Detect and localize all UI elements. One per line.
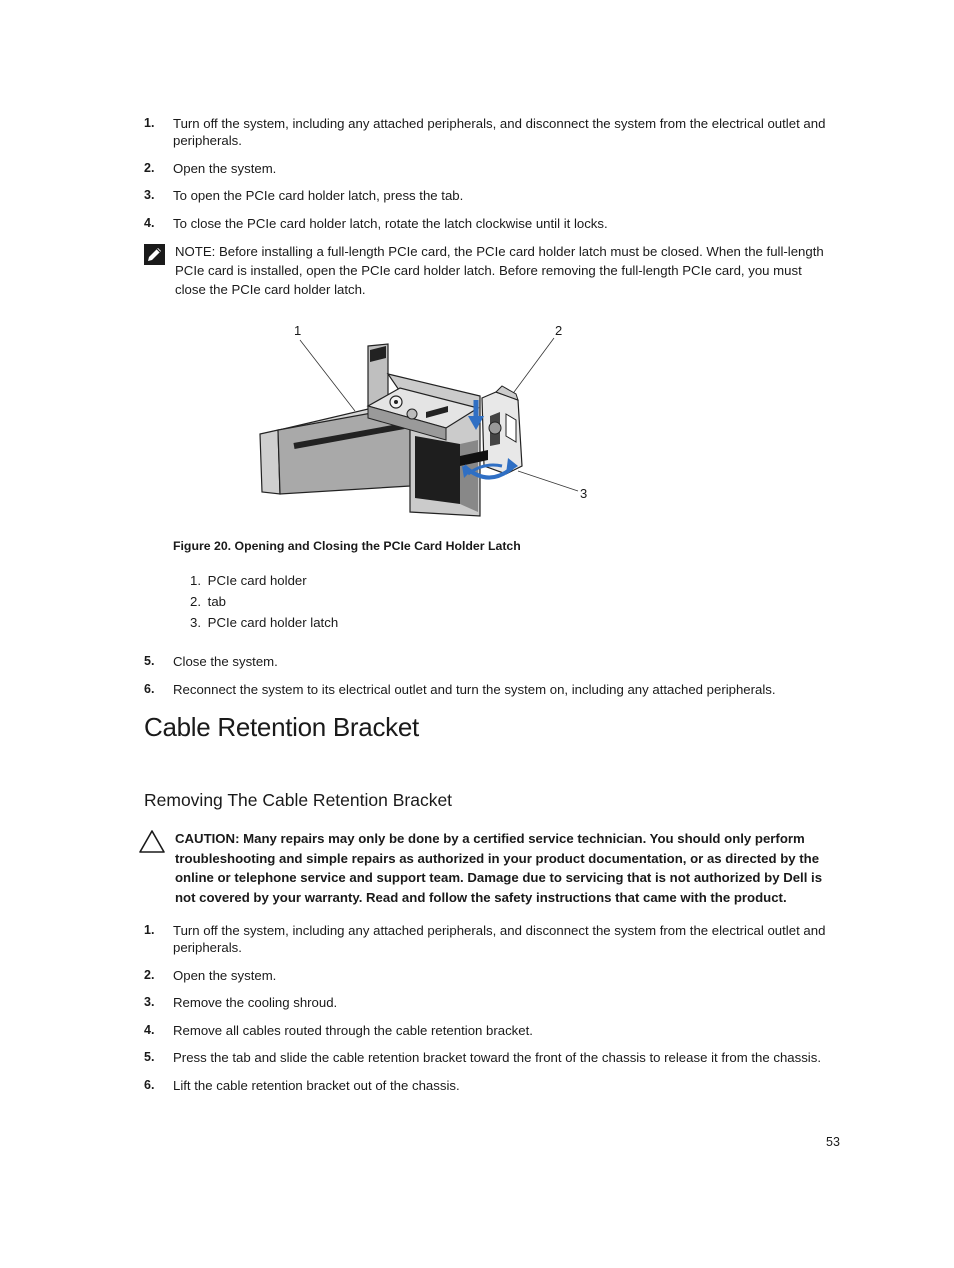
step-4-top: 4. To close the PCIe card holder latch, rotate the latch clockwise until it locks. bbox=[144, 216, 608, 231]
step-4-bottom: 4. Remove all cables routed through the cable retention bracket. bbox=[144, 1023, 533, 1038]
step-1-top: 1. Turn off the system, including any attached peripherals, and disconnect the system from the electrical outlet and peripherals. bbox=[144, 116, 826, 148]
callout-2: 2 bbox=[555, 323, 563, 338]
step-6-bottom: 6. Lift the cable retention bracket out of the chassis. bbox=[144, 1078, 460, 1093]
step-5-bottom: 5. Press the tab and slide the cable retention bracket toward the front of the chassis to release it from the chassis. bbox=[144, 1050, 821, 1065]
pcie-holder-figure bbox=[250, 316, 610, 526]
callout-3: 3 bbox=[580, 486, 588, 501]
step-3-bottom: 3. Remove the cooling shroud. bbox=[144, 995, 338, 1010]
legend-item: 1. PCIe card holder bbox=[190, 573, 307, 588]
caution-triangle-icon bbox=[138, 829, 166, 854]
step-6-mid: 6. Reconnect the system to its electrical outlet and turn the system on, including any attached peripherals. bbox=[144, 682, 776, 697]
legend-item: 2. tab bbox=[190, 594, 227, 609]
step-2-top: 2. Open the system. bbox=[144, 161, 277, 176]
step-2-bottom: 2. Open the system. bbox=[144, 968, 277, 983]
figure-legend bbox=[190, 570, 338, 633]
section-title: Cable Retention Bracket bbox=[144, 712, 419, 742]
step-5-mid: 5. Close the system. bbox=[144, 654, 278, 669]
caution-block: CAUTION: Many repairs may only be done by a certified service technician. You should only perform troubleshooting and simple repairs as authorized in your product documentation, or as directed by the online or telephone service and support team. Damage due to servicing that is not authorized by Dell is not covered by your warranty. Read and follow the safety instructions that came with the product. bbox=[138, 829, 838, 907]
note-pencil-icon bbox=[144, 244, 165, 265]
note-label: NOTE: bbox=[175, 244, 216, 259]
callout-1: 1 bbox=[294, 323, 302, 338]
pcie-card-holder-illustration bbox=[250, 316, 610, 526]
step-3-top: 3. To open the PCIe card holder latch, press the tab. bbox=[144, 188, 464, 203]
page-number: 53 bbox=[826, 1135, 840, 1149]
step-1-bottom: 1. Turn off the system, including any attached peripherals, and disconnect the system from the electrical outlet and peripherals. bbox=[144, 923, 826, 955]
subsection-title: Removing The Cable Retention Bracket bbox=[144, 790, 453, 810]
figure-caption: Figure 20. Opening and Closing the PCIe Card Holder Latch bbox=[173, 539, 521, 553]
note-block bbox=[144, 242, 834, 299]
legend-item: 3. PCIe card holder latch bbox=[190, 615, 339, 630]
note-text: Before installing a full-length PCIe card, the PCIe card holder latch must be closed. When the full-length PCIe card is installed, open the PCIe card holder latch. Before removing the full-length PCIe card, you must close the PCIe card holder latch. bbox=[175, 244, 824, 297]
